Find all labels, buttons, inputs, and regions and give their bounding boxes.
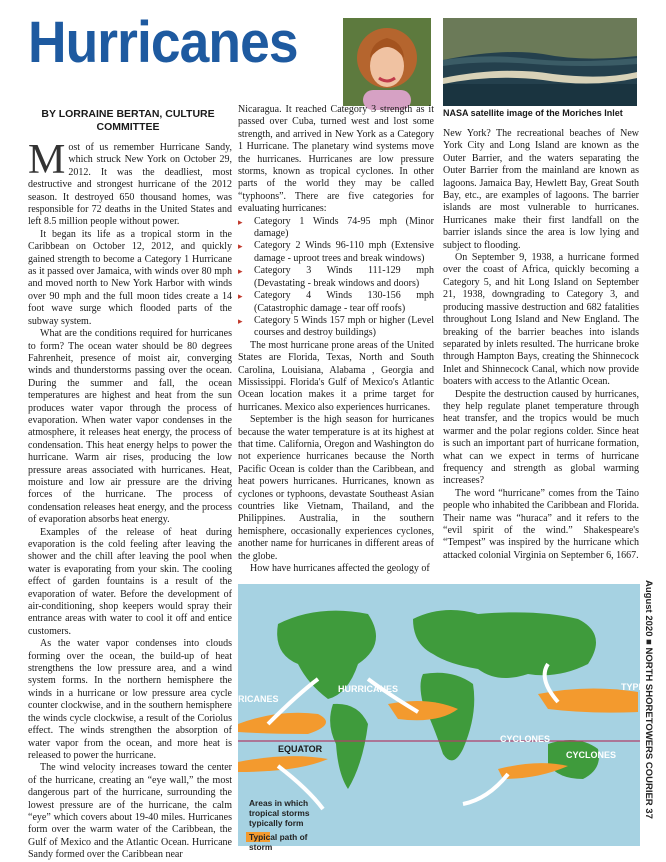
page-title: Hurricanes	[28, 10, 298, 75]
article-column-3	[443, 128, 639, 562]
drop-cap: M	[28, 137, 66, 183]
map-label-cyclones: CYCLONES	[500, 734, 551, 744]
paragraph: It began its life as a tropical storm in the Caribbean on October 12, 2012, and quickly gained strength to become a Category 1 Hurricane as it passed over Jamaica, with winds over 80 mph and moved north to New York Harbor with winds over 90 mph and the full moon tides create a 14 foot wave surge which flooded parts of the subway system.	[28, 228, 232, 327]
map-label-equator: EQUATOR	[278, 744, 323, 754]
paragraph: As the water vapor condenses into clouds forming over the ocean, the build-up of heat strengthens the low pressure area, and a wind system forms. In the northern hemisphere the winds in a hurricane or low pressure area cycle counter clockwise, and in the southern hemisphere the winds cycle clockwise, a result of the Coriolus effect. The winds strengthen the absorption of water vapor from the ocean, and more heat is released to power the hurricane.	[28, 638, 232, 761]
paragraph: ost of us remember Hurricane Sandy, which struck New York on October 29, 2012. It was the deadliest, most destructive and strongest hurricane of the 2012 season. It destroyed 650 thousand homes, was responsible for 72 deaths in the United States and left 8.5 million people without power.	[28, 142, 232, 228]
category-item: ▸ Category 3 Winds 111-129 mph (Devastating - break windows and doors)	[238, 265, 434, 290]
map-legend	[249, 798, 327, 852]
paragraph: On September 9, 1938, a hurricane formed over the coast of Africa, quickly becoming a Category 5, and hit Long Island on September 21, 1938, downgrading to Category 3, and producing massive destruction and 682 fatalities throughout Long Island and New England. The breaking of the barrier beaches into islands separated by inlets resulted. The hurricane broke through Hampton Bays, creating the Shinnecock Inlet and Shinnecock Canal, which now provide boaters with access to the Atlantic Ocean.	[443, 252, 639, 388]
map-label-hurricanes: HURRICANES	[338, 684, 399, 694]
satellite-image	[443, 18, 637, 106]
category-list	[238, 216, 434, 340]
satellite-caption: NASA satellite image of the Moriches Inlet	[443, 108, 623, 118]
paragraph: The wind velocity increases toward the center of the hurricane, creating an “eye wall,” the most dangerous part of the hurricane, surrounding the lowest pressure are of the hurricane, the calm “eye” which covers about 19-40 miles. Hurricanes form over the warm water of the Caribbean, the Gulf of Mexico and the Atlantic Ocean. Hurricane Sandy formed over the Caribbean near	[28, 762, 232, 861]
category-item: ▸ Category 1 Winds 74-95 mph (Minor damage)	[238, 216, 434, 241]
category-item: ▸ Category 4 Winds 130-156 mph (Catastrophic damage - tear off roofs)	[238, 290, 434, 315]
paragraph: Examples of the release of heat during evaporation is the cold feeling after leaving the shower and the chill after leaving the pool when water is evaporating from your skin. The cooling effect of garden fountains is a result of the evaporation of water. Before the development of air-conditioning, shop keepers would spray their entrance areas with water to cool it off and entice customers.	[28, 526, 232, 637]
paragraph: Nicaragua. It reached Category 3 strength as it passed over Cuba, turned west and lost some strength, and arrived in New York as a Category 1 Hurricane. The planetary wind systems move the hurricanes. Hurricanes are low pressure storms, known as tropical cyclones. In other parts of the world they may be called “typhoons”. There are five categories for evaluating hurricanes:	[238, 104, 434, 215]
page-footer-sideband	[640, 580, 660, 846]
paragraph: The most hurricane prone areas of the United States are Florida, Texas, North and South Carolina, Louisiana, Alabama , Georgia and Mississippi. Florida's Gulf of Mexico's Atlantic Ocean location makes it a prime target for hurricanes. Mexico also experiences hurricanes.	[238, 339, 434, 413]
article-column-1	[28, 137, 232, 862]
category-item: ▸ Category 5 Winds 157 mph or higher (Level courses and destroy buildings)	[238, 315, 434, 340]
paragraph: September is the high season for hurricanes because the water temperature is at its highest at that time. California, Oregon and Washington do not experience hurricanes because the North Pacific Ocean is colder than the Caribbean, and heat powers hurricanes. Hurricanes, known as cyclones or typhoons, devastate Southeast Asian countries like Vietnam, Thailand, and the Philippines. Australia, in the southern hemisphere, occasionally experiences cyclones, another name for hurricanes in different areas of the globe.	[238, 414, 434, 562]
paragraph: Despite the destruction caused by hurricanes, they help regulate planet temperature through heat transfer, and the tropics would be much warmer and the polar regions colder. Since heat is such an important part of hurricane formation, what can we expect in terms of hurricane frequency and strength as global warming increases?	[443, 388, 639, 487]
map-label-hurricanes-left: RICANES	[238, 694, 279, 704]
footer-text: August 2020 ■ NORTH SHORETOWERS COURIER 37	[643, 580, 654, 819]
article-column-2	[238, 104, 434, 575]
hurricane-world-map	[238, 584, 646, 852]
paragraph: How have hurricanes affected the geology of	[250, 563, 430, 575]
author-portrait	[343, 18, 431, 106]
legend-areas: Areas in which tropical storms typically form	[249, 798, 310, 828]
map-label-typhoons: TYPH	[621, 682, 646, 692]
category-item: ▸ Category 2 Winds 96-110 mph (Extensive damage - uproot trees and break windows)	[238, 240, 434, 265]
legend-path: Typical path of storm	[249, 832, 308, 852]
paragraph: New York? The recreational beaches of New York City and Long Island are known as the Outer Barrier, and the waters separating the Outer Barrier from the mainland are known as lagoons. Jamaica Bay, Hewlett Bay, Great South Bay, etc., are examples of lagoons. The barrier islands are most vulnerable to hurricanes. Hurricanes make their first landfall on the barrier islands since the area is low lying and subject to flooding.	[443, 128, 639, 251]
paragraph: What are the conditions required for hurricanes to form? The ocean water should be 80 degrees Fahrenheit, presence of moist air, converging winds and thunderstorms passing over the ocean. During the summer and fall, the ocean temperatures are highest and heat from the sun produces water vapor through the process of evaporation. When water vapor condenses in the atmosphere, it releases heat energy, the process of condensation. This heat energy helps to power the hurricane. Warm air rises, producing the low pressure areas associated with hurricanes. Heat, moisture and low air pressure are the driving forces of the hurricane. The process of condensation releases heat energy, and the process of evaporation absorbs heat energy.	[28, 328, 232, 526]
paragraph: The word “hurricane” comes from the Taino people who inhabited the Caribbean and Florida. Their name was “huraca” and it refers to the “evil spirit of the wind.” Shakespeare's “Tempest” was inspired by the hurricane which attacked colonial Virginia on September 6, 1667.	[443, 487, 639, 561]
map-label-cyclones: CYCLONES	[566, 750, 617, 760]
byline: BY LORRAINE BERTAN, CULTURE COMMITTEE	[41, 108, 215, 133]
